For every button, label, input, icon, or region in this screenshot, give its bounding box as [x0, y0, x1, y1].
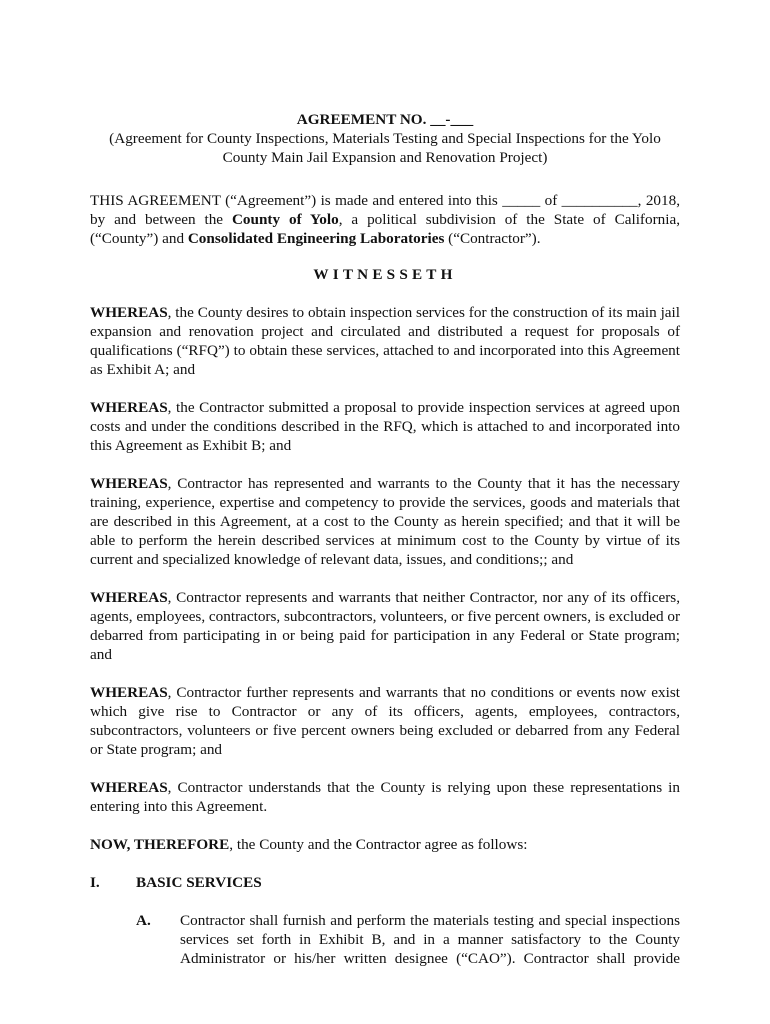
subtitle-line-2: County Main Jail Expansion and Renovation Project) [222, 149, 548, 166]
agreement-page [90, 110, 680, 968]
now-therefore-paragraph [90, 835, 680, 854]
now-therefore-lead: NOW, THEREFORE [90, 836, 230, 853]
recital-1 [90, 303, 680, 379]
recital-lead: WHEREAS [90, 399, 168, 416]
recital-text: , Contractor has represented and warrants to the County that it has the necessary training, experience, expertise and competency to provide the services, goods and materials that are described in this Agreement, at a cost to the County as herein specified; and that it will be able to perform the herein described services at minimum cost to the County by virtue of its current and specialized knowledge of relevant data, issues, and conditions;; and [90, 475, 680, 568]
recital-text: , Contractor further represents and warrants that no conditions or events now exist which give rise to Contractor or any of its officers, agents, employees, contractors, subcontractors, volunteers or five percent owners being excluded or debarred from any Federal or State program; and [90, 684, 680, 758]
recital-text: , the Contractor submitted a proposal to provide inspection services at agreed upon costs and under the conditions described in the RFQ, which is attached to and incorporated into this Agreement as Exhibit B; and [90, 399, 680, 454]
witnesseth-heading: WITNESSETH [313, 266, 457, 283]
subtitle-line-1: (Agreement for County Inspections, Materials Testing and Special Inspections for the Yolo [109, 130, 661, 147]
recital-4 [90, 588, 680, 664]
recital-2 [90, 398, 680, 455]
intro-text-3: (“Contractor”). [444, 230, 541, 247]
agreement-title: AGREEMENT NO. __-___ [296, 111, 474, 128]
subsection-letter: A. [136, 912, 151, 929]
agreement-subtitle [90, 129, 680, 167]
recital-text: , Contractor understands that the County is relying upon these representations in entering into this Agreement. [90, 779, 680, 815]
recital-3 [90, 474, 680, 569]
recital-6 [90, 778, 680, 816]
recital-5 [90, 683, 680, 759]
recital-lead: WHEREAS [90, 304, 168, 321]
subsection-a [90, 911, 680, 968]
recital-lead: WHEREAS [90, 475, 168, 492]
intro-text-1: THIS AGREEMENT (“Agreement”) is made and entered into this _____ of __________, 2018, by and between the [90, 192, 680, 228]
section-title: BASIC SERVICES [136, 874, 262, 891]
recital-text: , the County desires to obtain inspection services for the construction of its main jail expansion and renovation project and circulated and distributed a request for proposals of qualifications (“RFQ”) to obtain these services, attached to and incorporated into this Agreement as Exhibit A; and [90, 304, 680, 378]
subsection-text: Contractor shall furnish and perform the materials testing and special inspections services set forth in Exhibit B, and in a manner satisfactory to the County Administrator or his/her written designee (“CAO”). Contractor shall provide [180, 912, 680, 967]
recital-lead: WHEREAS [90, 684, 168, 701]
now-therefore-text: , the County and the Contractor agree as follows: [229, 836, 528, 853]
section-basic-services-heading [90, 873, 680, 892]
recital-text: , Contractor represents and warrants that neither Contractor, nor any of its officers, agents, employees, contractors, subcontractors, volunteers, or five percent owners, is excluded or debarred from participating in or being paid for participation in any Federal or State program; and [90, 589, 681, 663]
section-number: I. [90, 874, 100, 891]
intro-paragraph [90, 191, 680, 248]
contractor-name: Consolidated Engineering Laboratories [187, 230, 445, 247]
recital-lead: WHEREAS [90, 779, 168, 796]
recital-lead: WHEREAS [90, 589, 168, 606]
county-name: County of Yolo [231, 211, 339, 228]
intro-text-2: , a political subdivision of the State of California, (“County”) and [90, 211, 680, 247]
